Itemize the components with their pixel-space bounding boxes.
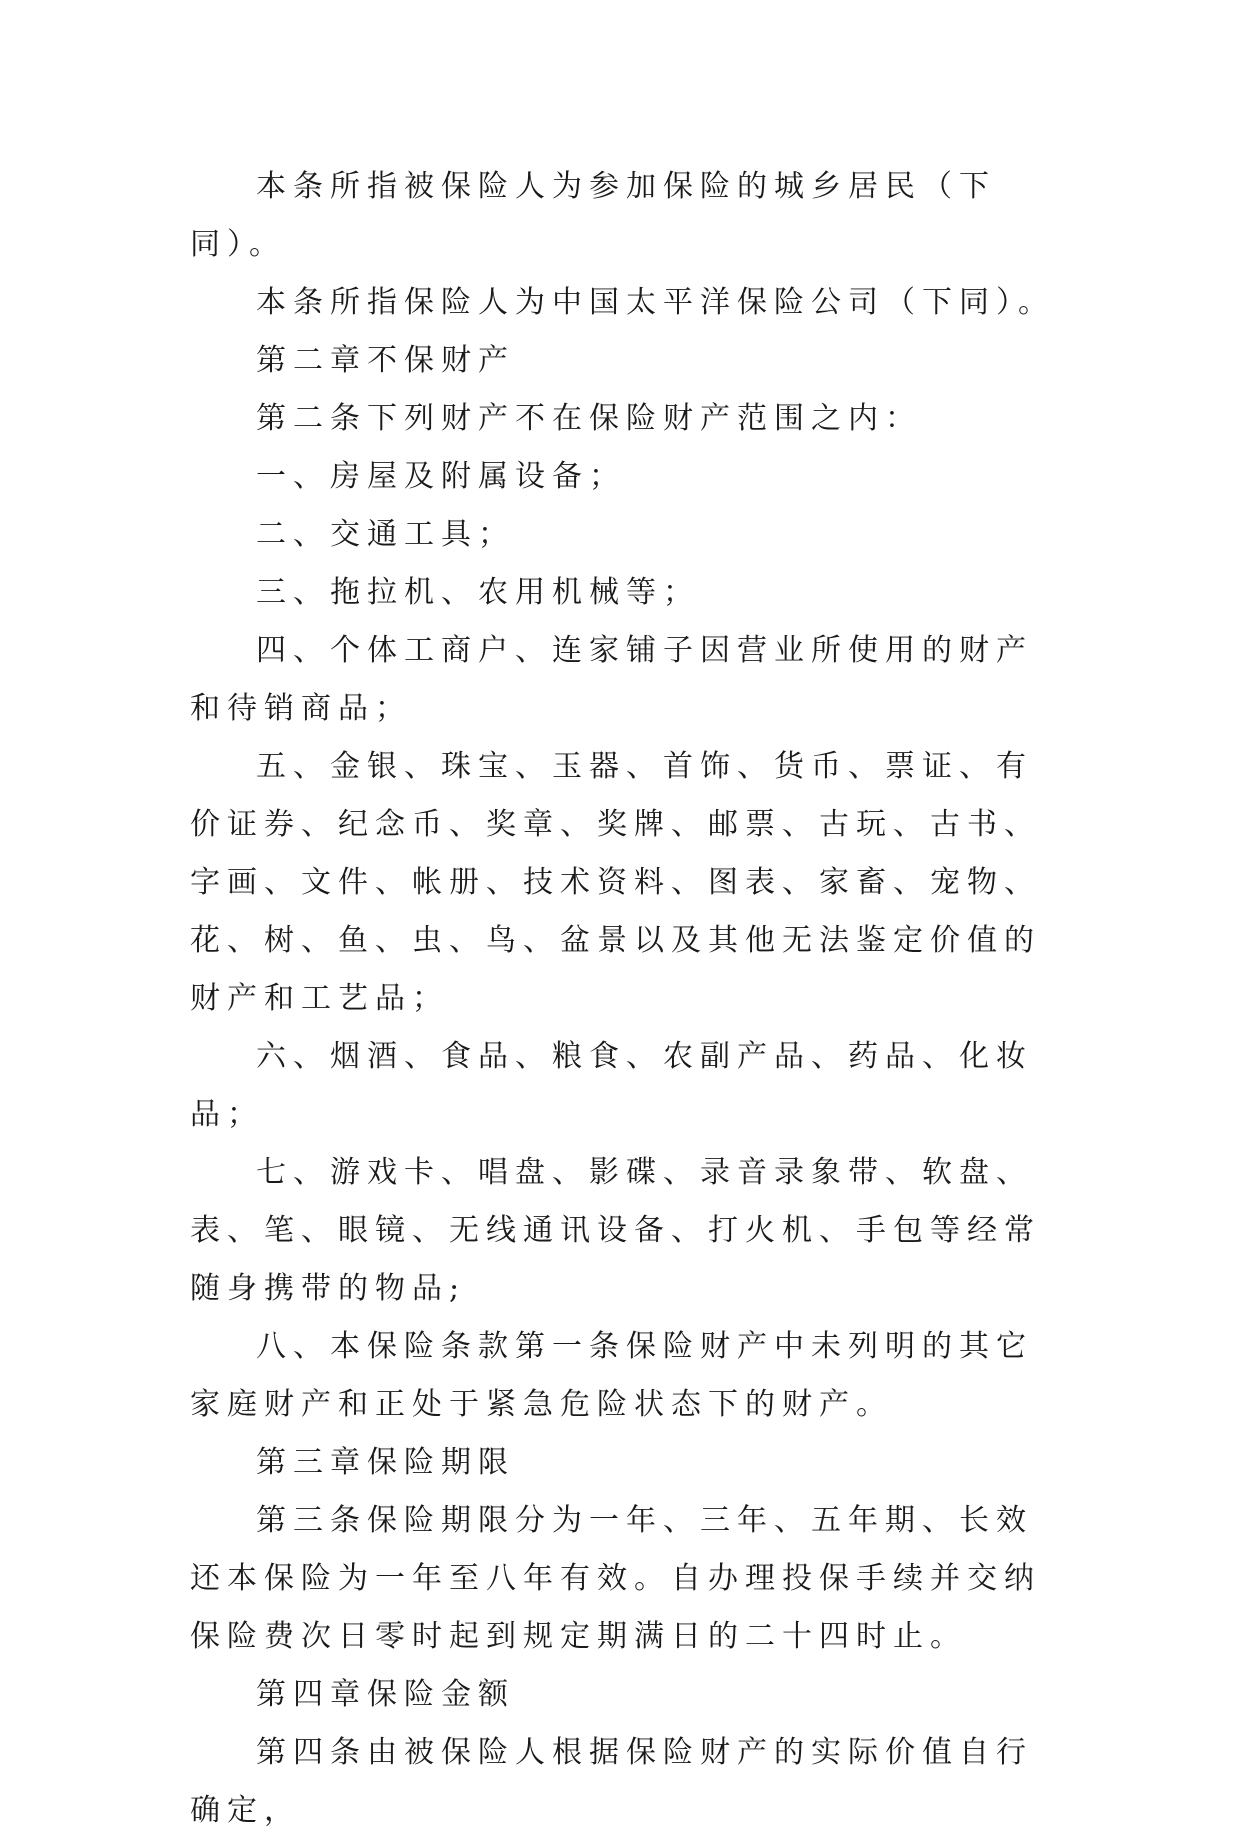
list-item: 三、拖拉机、农用机械等； — [256, 575, 700, 610]
chapter-heading: 第三章保险期限 — [256, 1445, 515, 1480]
paragraph: 第三条保险期限分为一年、三年、五年期、长效还本保险为一年至八年有效。自办理投保手续并交纳保险费次日零时起到规定期满日的二十四时止。 — [190, 1503, 1041, 1654]
document-body — [190, 158, 1060, 1840]
paragraph: 本条所指保险人为中国太平洋保险公司（下同）。 — [256, 285, 1055, 320]
list-item: 六、烟酒、食品、粮食、农副产品、药品、化妆品； — [190, 1039, 1033, 1132]
list-item: 八、本保险条款第一条保险财产中未列明的其它家庭财产和正处于紧急危险状态下的财产。 — [190, 1329, 1033, 1422]
list-item: 七、游戏卡、唱盘、影碟、录音录象带、软盘、表、笔、眼镜、无线通讯设备、打火机、手包等经常随身携带的物品; — [190, 1155, 1041, 1306]
list-item: 二、交通工具； — [256, 517, 515, 552]
list-item: 四、个体工商户、连家铺子因营业所使用的财产和待销商品； — [190, 633, 1033, 726]
chapter-heading: 第二章不保财产 — [256, 343, 515, 378]
list-item: 五、金银、珠宝、玉器、首饰、货币、票证、有价证券、纪念币、奖章、奖牌、邮票、古玩、古书、字画、文件、帐册、技术资料、图表、家畜、宠物、花、树、鱼、虫、鸟、盆景以及其他无法鉴定价值的财产和工艺品； — [190, 749, 1041, 1016]
paragraph: 第四条由被保险人根据保险财产的实际价值自行确定， — [190, 1735, 1033, 1828]
paragraph: 本条所指被保险人为参加保险的城乡居民（下同）。 — [190, 169, 996, 262]
paragraph: 第二条下列财产不在保险财产范围之内： — [256, 401, 922, 436]
list-item: 一、房屋及附属设备； — [256, 459, 626, 494]
chapter-heading: 第四章保险金额 — [256, 1677, 515, 1712]
